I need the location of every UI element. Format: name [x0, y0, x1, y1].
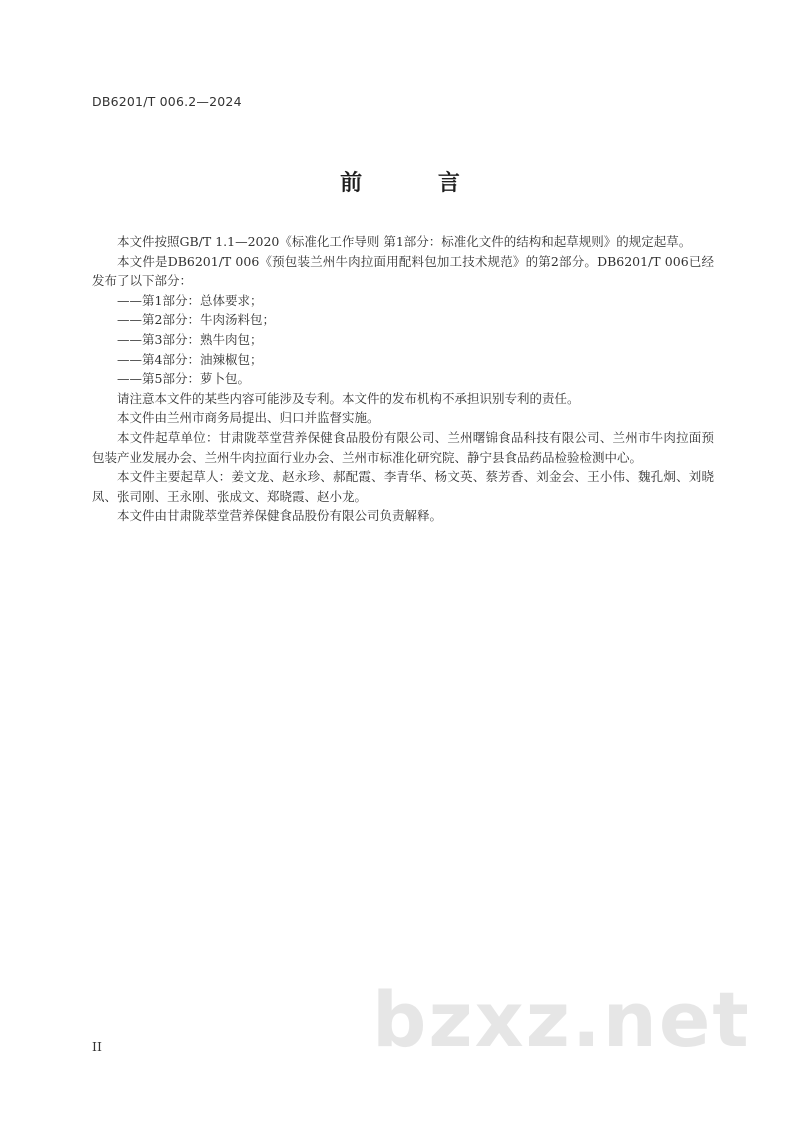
- page-number: II: [92, 1039, 102, 1054]
- preface-paragraph-patent: 请注意本文件的某些内容可能涉及专利。本文件的发布机构不承担识别专利的责任。: [117, 390, 580, 406]
- list-item: ——第1部分：总体要求；: [117, 292, 263, 308]
- page-title: 前 言: [340, 171, 494, 196]
- preface-paragraph-drafting-units: 本文件起草单位：甘肃陇萃堂营养保健食品股份有限公司、兰州曙锦食品科技有限公司、兰州市牛肉拉面预包装产业发展办会、兰州牛肉拉面行业办会、兰州市标准化研究院、静宁县食品药品检验检测中心。: [92, 429, 714, 465]
- preface-paragraph-proposer: 本文件由兰州市商务局提出、归口并监督实施。: [117, 410, 380, 426]
- document-code: DB6201/T 006.2—2024: [92, 94, 242, 109]
- preface-paragraph-interpretation: 本文件由甘肃陇萃堂营养保健食品股份有限公司负责解释。: [117, 508, 443, 524]
- list-item: ——第4部分：油辣椒包；: [117, 351, 263, 367]
- preface-paragraph-drafting-rules: 本文件按照GB/T 1.1—2020《标准化工作导则 第1部分：标准化文件的结构和起草规则》的规定起草。: [117, 234, 692, 249]
- list-item: ——第5部分：萝卜包。: [117, 371, 250, 387]
- preface-paragraph-series: 本文件是DB6201/T 006《预包装兰州牛肉拉面用配料包加工技术规范》的第2部分。DB6201/T 006已经发布了以下部分：: [92, 253, 714, 289]
- list-item: ——第3部分：熟牛肉包；: [117, 331, 263, 347]
- watermark: bzxz.net: [372, 975, 751, 1064]
- preface-paragraph-drafters: 本文件主要起草人：姜文龙、赵永珍、郝配霞、李青华、杨文英、蔡芳香、刘金会、王小伟、魏孔炯、刘晓凤、张司刚、王永刚、张成文、郑晓霞、赵小龙。: [92, 469, 714, 504]
- preface-body: [92, 232, 714, 526]
- list-item: ——第2部分：牛肉汤料包；: [117, 312, 275, 328]
